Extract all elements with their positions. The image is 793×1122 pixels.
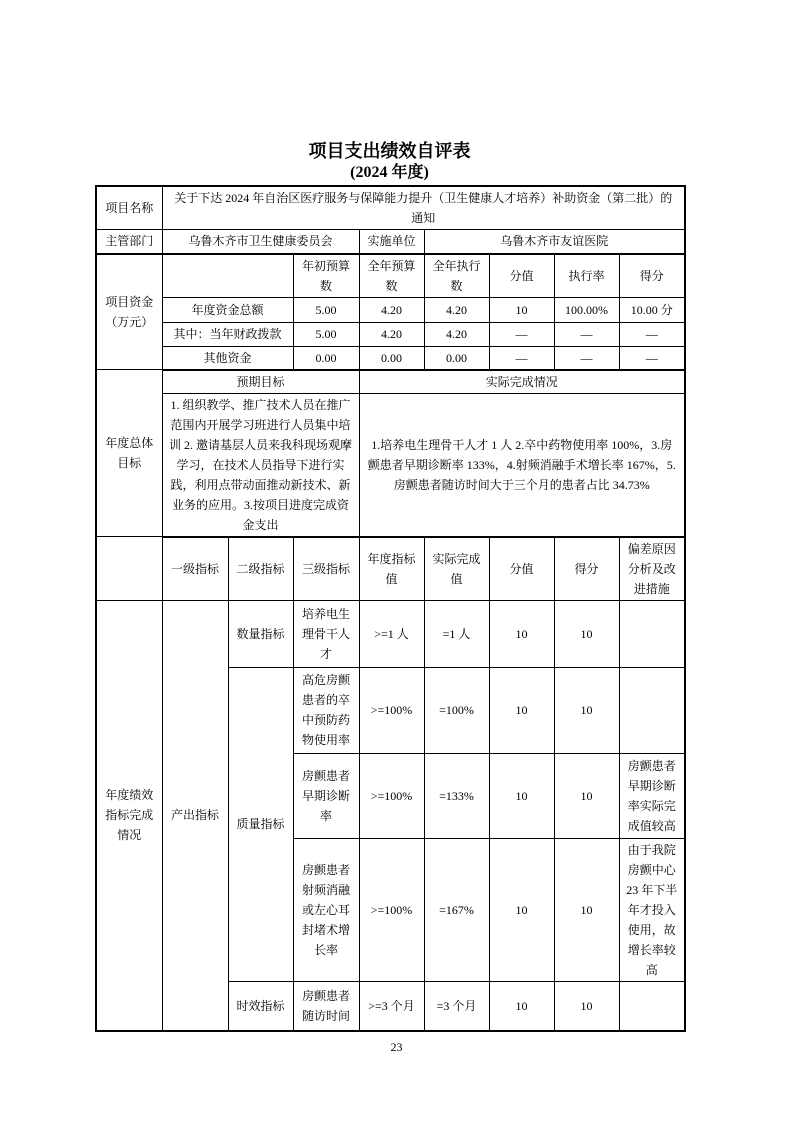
funding-cell: 0.00 xyxy=(359,346,424,370)
funding-row-label: 年度资金总额 xyxy=(162,297,293,322)
funding-cell: — xyxy=(619,322,685,346)
funding-cell: 4.20 xyxy=(359,297,424,322)
score: 10 xyxy=(554,753,619,838)
funding-cell: 0.00 xyxy=(424,346,489,370)
funding-header-annual-budget: 全年预算数 xyxy=(359,254,424,298)
indicator-header-target: 年度指标值 xyxy=(359,537,424,601)
dept-label: 主管部门 xyxy=(96,230,162,254)
expected-goal-text: 1. 组织教学、推广技术人员在推广范围内开展学习班进行人员集中培训 2. 邀请基层人员来我科现场观摩学习，在技术人员指导下进行实践，利用点带动面推动新技术、新业务的应用。3.按项目进度完成资金支出 xyxy=(162,393,359,537)
score: 10 xyxy=(554,838,619,981)
empty-cell xyxy=(96,537,162,601)
score-value: 10 xyxy=(489,667,554,753)
funding-row-label: 其他资金 xyxy=(162,346,293,370)
funding-header-annual-execution: 全年执行数 xyxy=(424,254,489,298)
funding-cell: — xyxy=(554,322,619,346)
target-value: >=1 人 xyxy=(359,600,424,667)
funding-cell: 5.00 xyxy=(293,322,359,346)
funding-cell: — xyxy=(489,346,554,370)
actual-value: =3 个月 xyxy=(424,981,489,1031)
deviation-note xyxy=(619,600,685,667)
actual-completion-text: 1.培养电生理骨干人才 1 人 2.卒中药物使用率 100%，3.房颤患者早期诊断率 133%，4.射频消融手术增长率 167%，5.房颤患者随访时间大于三个月的患者占比 34.73% xyxy=(359,393,685,537)
funding-cell: — xyxy=(489,322,554,346)
table-row xyxy=(96,600,685,667)
table-row xyxy=(96,297,685,322)
annual-goal-section-label: 年度总体目标 xyxy=(96,370,162,537)
funding-row-label: 其中：当年财政拨款 xyxy=(162,322,293,346)
level1-indicator: 产出指标 xyxy=(162,600,228,1031)
indicators-section-label: 年度绩效指标完成情况 xyxy=(96,600,162,1031)
funding-cell: 4.20 xyxy=(424,297,489,322)
funding-cell: 5.00 xyxy=(293,297,359,322)
table-row xyxy=(96,322,685,346)
doc-subtitle: (2024 年度) xyxy=(350,164,429,181)
dept-value: 乌鲁木齐市卫生健康委员会 xyxy=(162,230,359,254)
level3-indicator: 房颤患者随访时间 xyxy=(293,981,359,1031)
indicator-header-deviation: 偏差原因分析及改进措施 xyxy=(619,537,685,601)
page-number: 23 xyxy=(390,1040,403,1054)
indicator-header-level2: 二级指标 xyxy=(228,537,293,601)
score-value: 10 xyxy=(489,838,554,981)
project-name-value: 关于下达 2024 年自治区医疗服务与保障能力提升（卫生健康人才培养）补助资金（第二批）的通知 xyxy=(162,186,685,230)
funding-header-initial-budget: 年初预算数 xyxy=(293,254,359,298)
expected-goal-header: 预期目标 xyxy=(162,370,359,394)
funding-section-label: 项目资金（万元） xyxy=(96,254,162,370)
score: 10 xyxy=(554,981,619,1031)
impl-unit-label: 实施单位 xyxy=(359,230,424,254)
doc-title: 项目支出绩效自评表 xyxy=(308,141,471,161)
indicator-header-level1: 一级指标 xyxy=(162,537,228,601)
actual-value: =133% xyxy=(424,753,489,838)
indicator-header-score-value: 分值 xyxy=(489,537,554,601)
funding-cell: 100.00% xyxy=(554,297,619,322)
funding-cell: 0.00 xyxy=(293,346,359,370)
score: 10 xyxy=(554,600,619,667)
funding-header-score-value: 分值 xyxy=(489,254,554,298)
actual-value: =167% xyxy=(424,838,489,981)
level2-indicator: 时效指标 xyxy=(228,981,293,1031)
target-value: >=100% xyxy=(359,753,424,838)
funding-header-score: 得分 xyxy=(619,254,685,298)
funding-cell: — xyxy=(619,346,685,370)
impl-unit-value: 乌鲁木齐市友谊医院 xyxy=(424,230,685,254)
indicator-header-actual: 实际完成值 xyxy=(424,537,489,601)
project-name-label: 项目名称 xyxy=(96,186,162,230)
level2-indicator: 质量指标 xyxy=(228,667,293,981)
funding-cell: 10.00 分 xyxy=(619,297,685,322)
actual-value: =100% xyxy=(424,667,489,753)
target-value: >=100% xyxy=(359,838,424,981)
deviation-note xyxy=(619,981,685,1031)
target-value: >=3 个月 xyxy=(359,981,424,1031)
funding-cell: — xyxy=(554,346,619,370)
indicator-header-level3: 三级指标 xyxy=(293,537,359,601)
funding-cell: 10 xyxy=(489,297,554,322)
target-value: >=100% xyxy=(359,667,424,753)
score-value: 10 xyxy=(489,981,554,1031)
deviation-note xyxy=(619,667,685,753)
funding-header-execution-rate: 执行率 xyxy=(554,254,619,298)
level3-indicator: 培养电生理骨干人才 xyxy=(293,600,359,667)
funding-cell: 4.20 xyxy=(359,322,424,346)
table-row xyxy=(96,346,685,370)
self-evaluation-table xyxy=(95,185,686,1032)
empty-cell xyxy=(162,254,293,298)
deviation-note: 房颤患者早期诊断率实际完成值较高 xyxy=(619,753,685,838)
score-value: 10 xyxy=(489,753,554,838)
level3-indicator: 高危房颤患者的卒中预防药物使用率 xyxy=(293,667,359,753)
score-value: 10 xyxy=(489,600,554,667)
deviation-note: 由于我院房颤中心 23 年下半年才投入使用，故增长率较高 xyxy=(619,838,685,981)
indicator-header-score: 得分 xyxy=(554,537,619,601)
score: 10 xyxy=(554,667,619,753)
level3-indicator: 房颤患者早期诊断率 xyxy=(293,753,359,838)
funding-cell: 4.20 xyxy=(424,322,489,346)
report-body xyxy=(95,140,684,1032)
actual-value: =1 人 xyxy=(424,600,489,667)
level2-indicator: 数量指标 xyxy=(228,600,293,667)
level3-indicator: 房颤患者射频消融或左心耳封堵术增长率 xyxy=(293,838,359,981)
actual-completion-header: 实际完成情况 xyxy=(359,370,685,394)
